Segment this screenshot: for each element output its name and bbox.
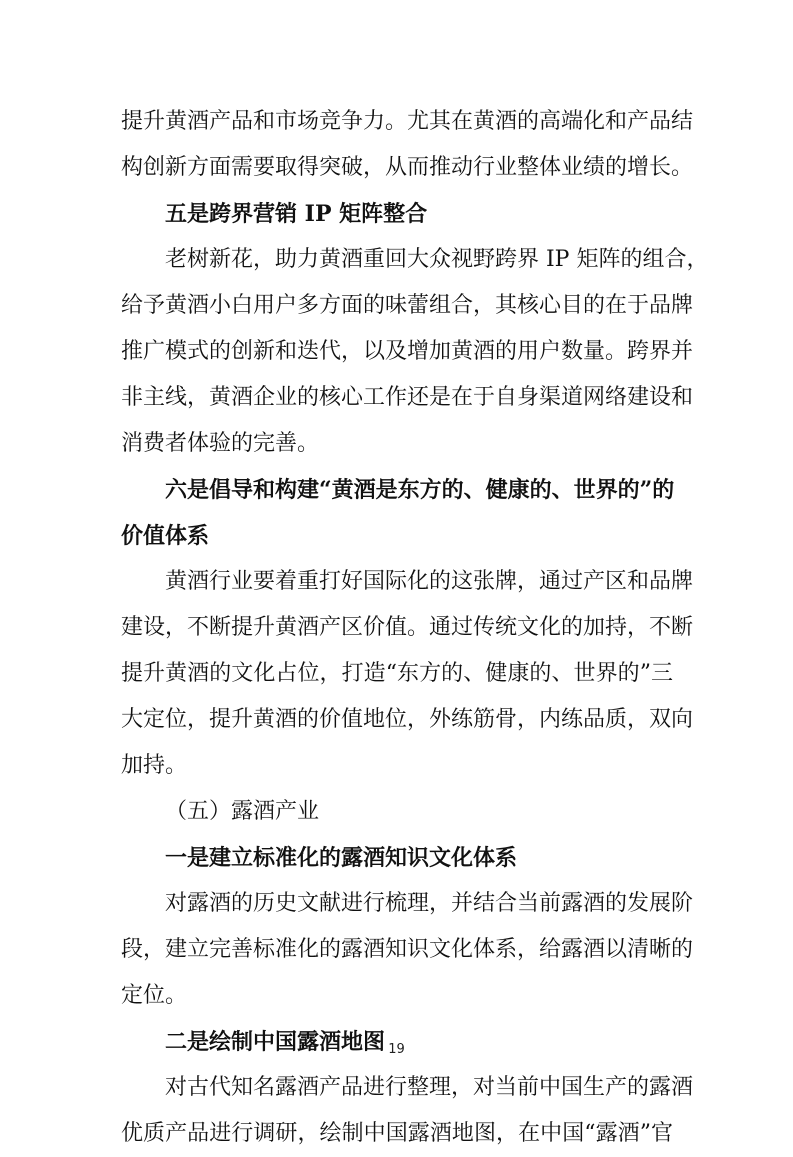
paragraph-line: 非主线，黄酒企业的核心工作还是在于自身渠道网络建设和 [121, 385, 694, 410]
section-heading: 二是绘制中国露酒地图 [165, 1029, 386, 1055]
paragraph-line: 对露酒的历史文献进行梳理，并结合当前露酒的发展阶 [165, 891, 694, 916]
page-number: 19 [388, 1042, 405, 1057]
paragraph-line: 构创新方面需要取得突破，从而推动行业整体业绩的增长。 [121, 155, 694, 180]
paragraph-line: 建设，不断提升黄酒产区价值。通过传统文化的加持，不断 [121, 615, 694, 640]
paragraph-line: 提升黄酒的文化占位，打造“东方的、健康的、世界的”三 [121, 661, 673, 686]
paragraph-line: 提升黄酒产品和市场竞争力。尤其在黄酒的高端化和产品结 [121, 109, 694, 134]
paragraph-line: 给予黄酒小白用户多方面的味蕾组合，其核心目的在于品牌 [121, 293, 694, 318]
paragraph-line: 消费者体验的完善。 [121, 431, 320, 456]
paragraph-line: 老树新花，助力黄酒重回大众视野跨界 IP 矩阵的组合， [165, 247, 709, 272]
body-text [121, 99, 709, 1157]
paragraph-line: 大定位，提升黄酒的价值地位，外练筋骨，内练品质，双向 [121, 707, 694, 732]
section-heading: 价值体系 [121, 523, 210, 549]
subsection-heading: （五）露酒产业 [165, 799, 320, 824]
paragraph-line: 段，建立完善标准化的露酒知识文化体系，给露酒以清晰的 [121, 937, 694, 962]
section-heading: 一是建立标准化的露酒知识文化体系 [165, 845, 518, 871]
paragraph-line: 推广模式的创新和迭代，以及增加黄酒的用户数量。跨界并 [121, 339, 694, 364]
section-heading: 六是倡导和构建“黄酒是东方的、健康的、世界的”的 [165, 477, 675, 503]
paragraph-line: 优质产品进行调研，绘制中国露酒地图，在中国“露酒”官 [121, 1121, 673, 1146]
section-heading: 五是跨界营销 IP 矩阵整合 [165, 201, 428, 227]
paragraph-line: 定位。 [121, 983, 188, 1008]
paragraph-line: 加持。 [121, 753, 188, 778]
paragraph-line: 对古代知名露酒产品进行整理，对当前中国生产的露酒 [165, 1075, 694, 1100]
paragraph-line: 黄酒行业要着重打好国际化的这张牌，通过产区和品牌 [165, 569, 694, 594]
